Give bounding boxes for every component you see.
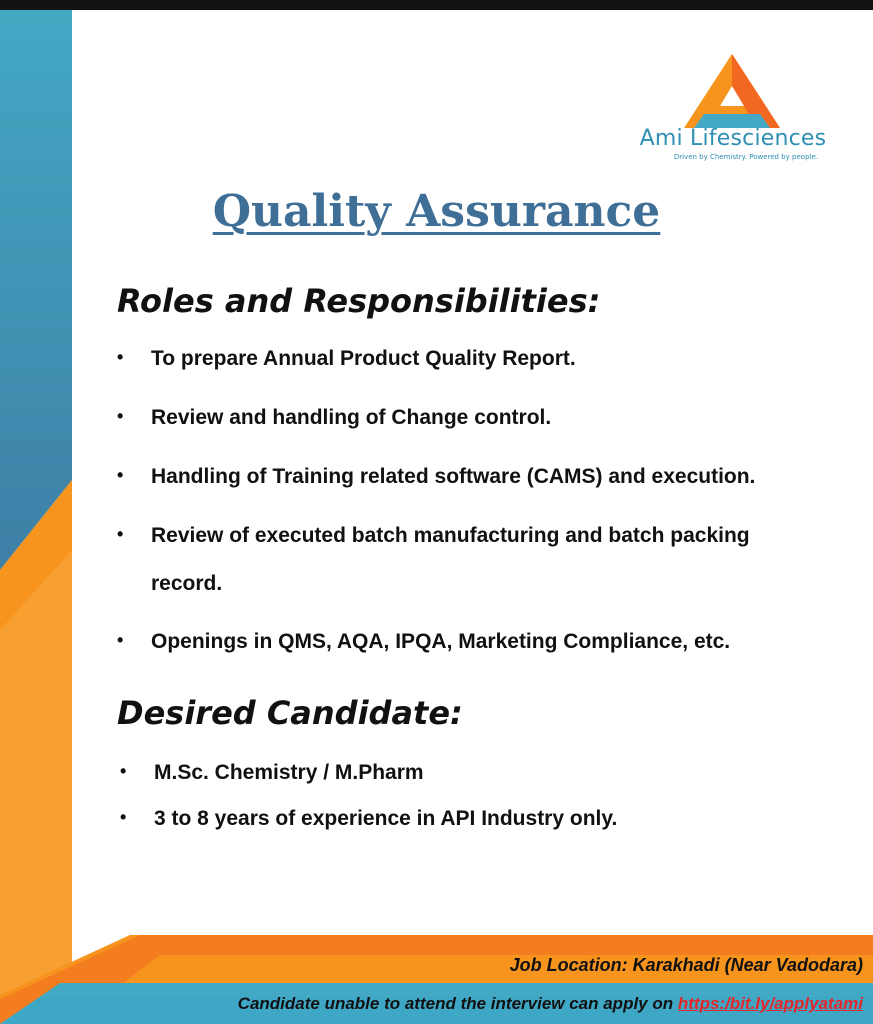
list-item: • To prepare Annual Product Quality Report. xyxy=(117,347,576,370)
logo-name: Ami Lifesciences xyxy=(639,126,827,151)
apply-text: Candidate unable to attend the interview can apply on xyxy=(237,994,678,1013)
list-item: • Openings in QMS, AQA, IPQA, Marketing Compliance, etc. xyxy=(117,630,731,653)
desired-candidate-heading: Desired Candidate: xyxy=(117,694,463,732)
list-item: • Review of executed batch manufacturing and batch packing xyxy=(117,524,750,547)
bullet-icon: • xyxy=(120,761,127,781)
bullet-icon: • xyxy=(117,524,124,544)
logo-tagline: Driven by Chemistry. Powered by people. xyxy=(673,153,818,161)
list-item: • Review and handling of Change control. xyxy=(117,406,552,429)
bullet-icon: • xyxy=(117,347,124,367)
bullet-icon: • xyxy=(117,465,124,485)
bullet-icon: • xyxy=(120,807,127,827)
left-decoration xyxy=(0,10,72,1024)
page-title: Quality Assurance xyxy=(212,186,661,237)
apply-line xyxy=(238,994,863,1014)
bullet-icon: • xyxy=(117,630,124,650)
triangle-a-logo-icon xyxy=(682,52,782,130)
list-item: • M.Sc. Chemistry / M.Pharm xyxy=(120,761,424,784)
job-location: Job Location: Karakhadi (Near Vadodara) xyxy=(509,955,863,975)
list-item-continuation: record. xyxy=(151,572,223,595)
apply-link[interactable]: https:/bit.ly/applyatami xyxy=(677,994,863,1013)
list-item: • 3 to 8 years of experience in API Industry only. xyxy=(120,807,618,830)
company-logo xyxy=(618,52,848,167)
list-item: • Handling of Training related software (CAMS) and execution. xyxy=(117,465,756,488)
bullet-icon: • xyxy=(117,406,124,426)
top-bar xyxy=(0,0,873,10)
roles-heading: Roles and Responsibilities: xyxy=(117,282,601,320)
